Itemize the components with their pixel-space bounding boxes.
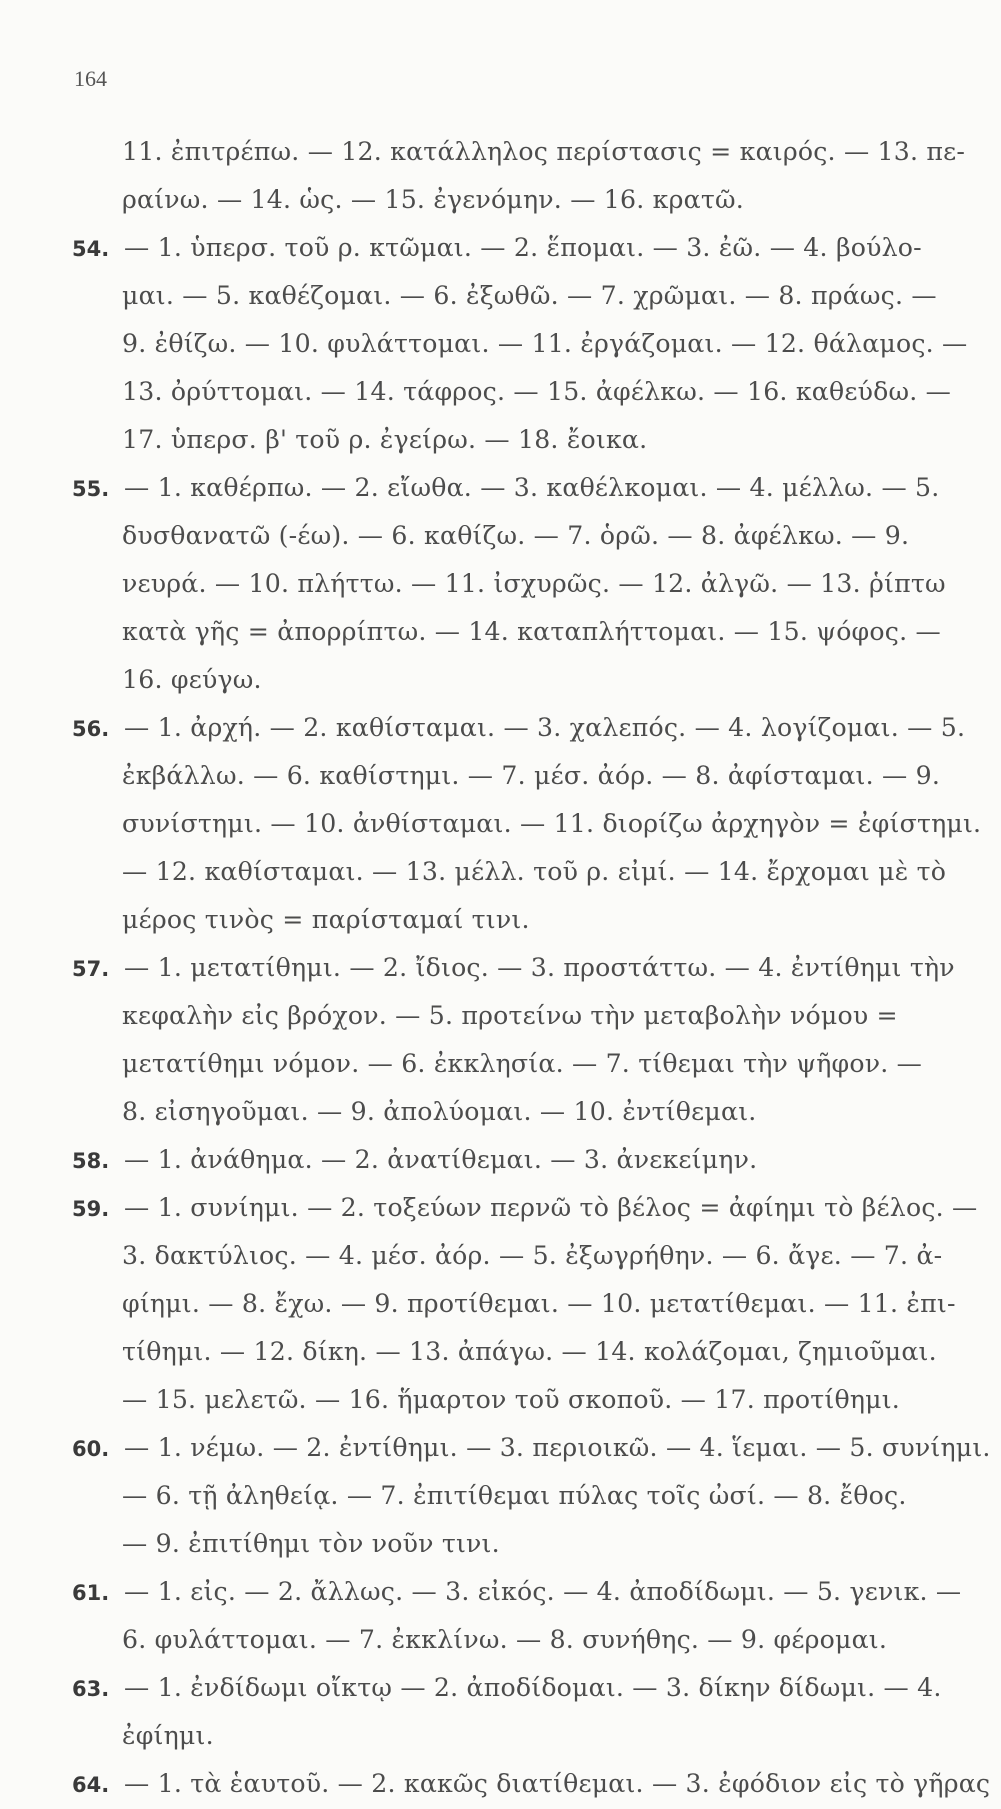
line-text: — 1. μετατίθημι. — 2. ἴδιος. — 3. προστάττω. — 4. ἐντίθημι τὴν xyxy=(124,953,955,982)
line-text: 8. εἰσηγοῦμαι. — 9. ἀπολύομαι. — 10. ἐντίθεμαι. xyxy=(122,1097,757,1126)
exercise-number: 57. xyxy=(72,957,110,981)
text-line xyxy=(72,1424,991,1472)
text-line xyxy=(72,752,941,800)
line-text: 11. ἐπιτρέπω. — 12. κατάλληλος περίστασις = καιρός. — 13. πε- xyxy=(122,137,966,166)
line-text: — 1. ἀρχή. — 2. καθίσταμαι. — 3. χαλεπός. — 4. λογίζομαι. — 5. xyxy=(124,713,966,742)
line-text: δυσθανατῶ (-έω). — 6. καθίζω. — 7. ὁρῶ. — 8. ἀφέλκω. — 9. xyxy=(122,521,910,550)
exercise-number: 60. xyxy=(72,1437,110,1461)
line-text: κατὰ γῆς = ἀπορρίπτω. — 14. καταπλήττομαι. — 15. ψόφος. — xyxy=(122,617,941,646)
exercise-number: 61. xyxy=(72,1581,110,1605)
line-text: 13. ὀρύττομαι. — 14. τάφρος. — 15. ἀφέλκω. — 16. καθεύδω. — xyxy=(122,377,952,406)
line-text: μαι. — 5. καθέζομαι. — 6. ἐξωθῶ. — 7. χρῶμαι. — 8. πράως. — xyxy=(122,281,937,310)
answer-key-entries xyxy=(72,128,991,1808)
line-text: ραίνω. — 14. ὡς. — 15. ἐγενόμην. — 16. κρατῶ. xyxy=(122,185,744,214)
exercise-entry xyxy=(72,224,968,464)
line-text: — 15. μελετῶ. — 16. ἥμαρτον τοῦ σκοποῦ. — 17. προτίθημι. xyxy=(122,1385,900,1414)
line-text: — 1. ἀνάθημα. — 2. ἀνατίθεμαι. — 3. ἀνεκείμην. xyxy=(124,1145,758,1174)
text-line xyxy=(72,848,947,896)
text-line xyxy=(72,1040,923,1088)
text-line xyxy=(72,512,912,560)
text-line xyxy=(72,1520,912,1568)
text-line xyxy=(72,320,968,368)
text-line xyxy=(72,1616,912,1664)
line-text: κεφαλὴν εἰς βρόχον. — 5. προτείνω τὴν μεταβολὴν νόμου = xyxy=(122,1001,898,1030)
line-text: 16. φεύγω. xyxy=(122,665,262,694)
text-line xyxy=(72,1232,943,1280)
exercise-number: 64. xyxy=(72,1773,110,1797)
text-line xyxy=(72,272,937,320)
text-line xyxy=(72,224,922,272)
text-line xyxy=(72,176,912,224)
text-line xyxy=(72,416,912,464)
exercise-number: 55. xyxy=(72,477,110,501)
line-text: — 1. τὰ ἑαυτοῦ. — 2. κακῶς διατίθεμαι. — 3. ἐφόδιον εἰς τὸ γῆρας xyxy=(124,1769,991,1798)
text-line xyxy=(72,128,966,176)
text-line xyxy=(72,656,912,704)
text-line xyxy=(72,1760,991,1808)
line-text: — 9. ἐπιτίθημι τὸν νοῦν τινι. xyxy=(122,1529,500,1558)
exercise-entry xyxy=(72,128,966,224)
text-line xyxy=(72,368,952,416)
text-line xyxy=(72,896,912,944)
exercise-number: 58. xyxy=(72,1149,110,1173)
line-text: ἐφίημι. xyxy=(122,1721,214,1750)
line-text: — 1. συνίημι. — 2. τοξεύων περνῶ τὸ βέλος = ἀφίημι τὸ βέλος. — xyxy=(124,1193,978,1222)
text-line xyxy=(72,1568,962,1616)
text-line xyxy=(72,608,941,656)
text-line xyxy=(72,1184,978,1232)
exercise-entry xyxy=(72,1760,991,1808)
line-text: νευρά. — 10. πλήττω. — 11. ἰσχυρῶς. — 12. ἀλγῶ. — 13. ῥίπτω xyxy=(122,569,946,598)
line-text: — 1. ὑπερσ. τοῦ ρ. κτῶμαι. — 2. ἕπομαι. — 3. ἐῶ. — 4. βούλο- xyxy=(124,233,922,262)
line-text: — 1. εἰς. — 2. ἄλλως. — 3. εἰκός. — 4. ἀποδίδωμι. — 5. γενικ. — xyxy=(124,1577,962,1606)
line-text: τίθημι. — 12. δίκη. — 13. ἀπάγω. — 14. κολάζομαι, ζημιοῦμαι. xyxy=(122,1337,937,1366)
text-line xyxy=(72,944,955,992)
exercise-number: 54. xyxy=(72,237,110,261)
line-text: φίημι. — 8. ἔχω. — 9. προτίθεμαι. — 10. μετατίθεμαι. — 11. ἐπι- xyxy=(122,1289,956,1318)
line-text: — 1. ἐνδίδωμι οἴκτῳ — 2. ἀποδίδομαι. — 3. δίκην δίδωμι. — 4. xyxy=(124,1673,942,1702)
exercise-entry xyxy=(72,1136,912,1184)
line-text: συνίστημι. — 10. ἀνθίσταμαι. — 11. διορίζω ἀρχηγὸν = ἐφίστημι. xyxy=(122,809,982,838)
line-text: — 1. νέμω. — 2. ἐντίθημι. — 3. περιοικῶ. — 4. ἵεμαι. — 5. συνίημι. xyxy=(124,1433,991,1462)
line-text: ἐκβάλλω. — 6. καθίστημι. — 7. μέσ. ἀόρ. — 8. ἀφίσταμαι. — 9. xyxy=(122,761,941,790)
exercise-entry xyxy=(72,944,955,1136)
text-line xyxy=(72,1088,912,1136)
line-text: μετατίθημι νόμον. — 6. ἐκκλησία. — 7. τίθεμαι τὴν ψῆφον. — xyxy=(122,1049,923,1078)
text-line xyxy=(72,1712,912,1760)
exercise-entry xyxy=(72,1424,991,1568)
text-line xyxy=(72,704,966,752)
text-line xyxy=(72,560,946,608)
text-line xyxy=(72,800,982,848)
exercise-entry xyxy=(72,1664,942,1760)
exercise-entry xyxy=(72,1184,978,1424)
text-line xyxy=(72,1280,956,1328)
line-text: 9. ἐθίζω. — 10. φυλάττομαι. — 11. ἐργάζομαι. — 12. θάλαμος. — xyxy=(122,329,968,358)
line-text: — 12. καθίσταμαι. — 13. μέλλ. τοῦ ρ. εἰμί. — 14. ἔρχομαι μὲ τὸ xyxy=(122,857,947,886)
exercise-entry xyxy=(72,704,982,944)
exercise-number: 63. xyxy=(72,1677,110,1701)
text-line xyxy=(72,1664,942,1712)
line-text: — 6. τῇ ἀληθείᾳ. — 7. ἐπιτίθεμαι πύλας τοῖς ὠσί. — 8. ἔθος. xyxy=(122,1481,907,1510)
exercise-number: 59. xyxy=(72,1197,110,1221)
exercise-entry xyxy=(72,464,946,704)
text-line xyxy=(72,1136,912,1184)
line-text: 6. φυλάττομαι. — 7. ἐκκλίνω. — 8. συνήθης. — 9. φέρομαι. xyxy=(122,1625,888,1654)
text-line xyxy=(72,464,940,512)
exercise-entry xyxy=(72,1568,962,1664)
text-line xyxy=(72,1472,912,1520)
text-line xyxy=(72,1328,937,1376)
line-text: — 1. καθέρπω. — 2. εἴωθα. — 3. καθέλκομαι. — 4. μέλλω. — 5. xyxy=(124,473,940,502)
line-text: 17. ὑπερσ. β' τοῦ ρ. ἐγείρω. — 18. ἔοικα. xyxy=(122,425,648,454)
exercise-number: 56. xyxy=(72,717,110,741)
line-text: 3. δακτύλιος. — 4. μέσ. ἀόρ. — 5. ἐξωγρήθην. — 6. ἄγε. — 7. ἀ- xyxy=(122,1241,943,1270)
page-number: 164 xyxy=(74,66,107,91)
line-text: μέρος τινὸς = παρίσταμαί τινι. xyxy=(122,905,530,934)
text-line xyxy=(72,992,912,1040)
text-line xyxy=(72,1376,912,1424)
